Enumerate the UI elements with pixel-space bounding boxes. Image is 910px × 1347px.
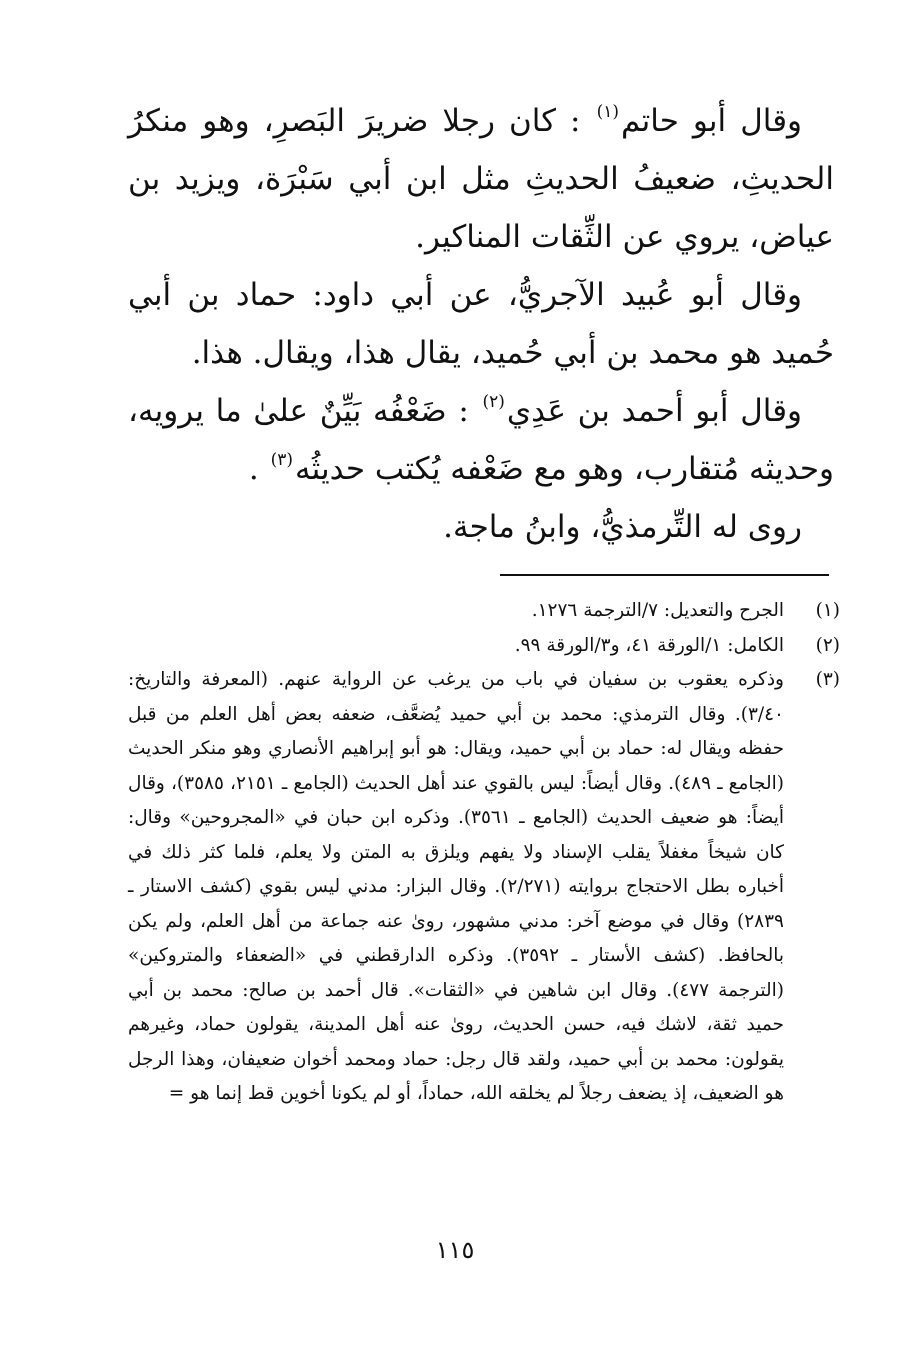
footnote-item [128,594,840,629]
paragraph-text: : كان رجلا ضريرَ البَصرِ، وهو منكرُ الحديثِ، ضعيفُ الحديثِ مثل ابن أبي سَبْرَة، ويزيد بن عياض، يروي عن الثِّقات المناكير. [128,103,834,255]
footnotes [128,594,840,1112]
main-text [128,92,834,556]
footnote-text: الكامل: ١/الورقة ٤١، و٣/الورقة ٩٩. [514,634,784,656]
paragraph-text: : ضَعْفُه بَيِّنٌ علىٰ ما يرويه، وحديثه مُتقارب، وهو مع ضَعْفه يُكتب حديثُه [128,393,834,487]
paragraph-ibn-adi [128,382,834,498]
footnote-number: (٣) [815,669,840,690]
footnote-reference[interactable]: (٢) [482,392,505,412]
footnote-reference[interactable]: (١) [596,102,619,122]
footnote-reference[interactable]: (٣) [270,450,294,470]
paragraph-narrators [128,498,834,556]
footnote-number: (٢) [815,634,840,656]
footnote-item [128,663,840,1112]
paragraph-text: . [248,451,259,487]
paragraph-text: روى له التِّرمذيُّ، وابنُ ماجة. [443,509,802,545]
paragraph-text: وقال أبو حاتم [620,103,802,139]
footnote-text: الجرح والتعديل: ٧/الترجمة ١٢٧٦. [531,600,784,621]
footnote-separator [500,574,829,576]
footnote-text: وذكره يعقوب بن سفيان في باب من يرغب عن الرواية عنهم. (المعرفة والتاريخ: ٣/٤٠). وقال الترمذي: محمد بن أبي حميد يُضعَّف، ضعفه بعض أهل العلم من قبل حفظه ويقال له: حماد بن أبي حميد، ويقال: هو أبو إبراهيم الأنصاري وهو منكر الحديث (الجامع ـ ٤٨٩). وقال أيضاً: ليس بالقوي عند أهل الحديث (الجامع ـ ٢١٥١، ٣٥٨٥)، وقال أيضاً: هو ضعيف الحديث (الجامع ـ ٣٥٦١). وذكره ابن حبان في «المجروحين» وقال: كان شيخاً مغفلاً يقلب الإسناد ولا يفهم ويلزق به المتن ولا يعلم، فلما كثر ذلك في أخباره بطل الاحتجاج بروايته (٢/٢٧١). وقال البزار: مدني ليس بقوي (كشف الاستار ـ ٢٨٣٩) وقال في موضع آخر: مدني مشهور، روىٰ عنه جماعة من أهل العلم، ولم يكن بالحافظ. (كشف الأستار ـ ٣٥٩٢). وذكره الدارقطني في «الضعفاء والمتروكين» (الترجمة ٤٧٧). وقال ابن شاهين في «الثقات». قال أحمد بن صالح: محمد بن أبي حميد ثقة، لاشك فيه، حسن الحديث، روىٰ عنه أهل المدينة، يقولون حماد، وغيرهم يقولون: محمد بن أبي حميد، ولقد قال رجل: حماد ومحمد أخوان ضعيفان، وهذا الرجل هو الضعيف، إذ يضعف رجلاً لم يخلقه الله، حماداً، أو لم يكونا أخوين قط إنما هو = [128,669,784,1104]
paragraph-text: وقال أبو أحمد بن عَدِي [506,393,802,429]
paragraph-abu-ubaid [128,266,834,382]
paragraph-text: وقال أبو عُبيد الآجريُّ، عن أبي داود: حماد بن أبي حُميد هو محمد بن أبي حُميد، يقال هذا، ويقال. هذا. [128,277,834,371]
footnote-number: (١) [815,600,840,621]
paragraph-abu-hatim [128,92,834,266]
page-number: ١١٥ [435,1236,475,1264]
footnote-item [128,629,840,664]
